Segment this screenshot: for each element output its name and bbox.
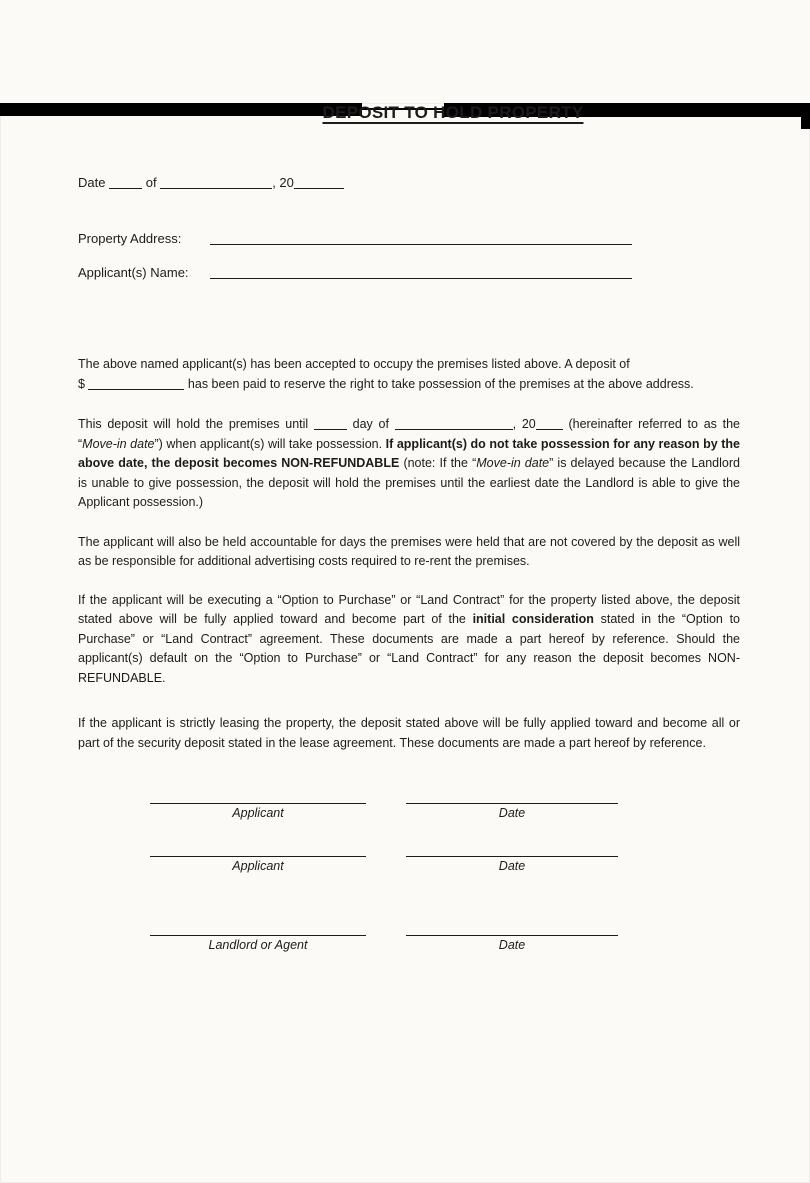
movein-month-blank xyxy=(395,428,513,430)
non-refundable-clause: If applicant(s) do not take possession for any reason by the above date, the deposit becomes NON-REFUNDABLE xyxy=(78,436,740,470)
text-segment: stated in the “Option to Purchase” or “Land Contract” agreement. These documents are made a part hereof by reference. Should the applicant(s) default on the “Option to Purchase” or “Land Contract” for any reason the deposit becomes NON-REFUNDABLE. xyxy=(78,612,741,685)
movein-date-term: Move-in date xyxy=(476,456,550,470)
initial-consideration-term: initial consideration xyxy=(472,612,594,626)
document-page xyxy=(0,103,810,1183)
text-segment: , 20 xyxy=(512,417,536,431)
movein-year-blank xyxy=(536,428,563,430)
signature-label: Landlord or Agent xyxy=(208,938,308,952)
text-segment: has been paid to reserve the right to take possession of the premises at the above address. xyxy=(187,376,694,391)
document-title: DEPOSIT TO HOLD PROPERTY xyxy=(322,103,584,122)
signature-label: Applicant xyxy=(232,806,284,820)
signature-row-2 xyxy=(150,856,740,873)
paragraph-leasing: If the applicant is strictly leasing the property, the deposit stated above will be fully applied toward and become all or part of the security deposit stated in the lease agreement. These documents are made a part hereof by reference. xyxy=(78,716,740,750)
text-segment: ” is delayed because the Landlord is unable to give possession, the deposit will hold the premises until the earliest date the Landlord is able to give the Applicant possession.) xyxy=(78,456,740,509)
date-day-blank xyxy=(109,187,142,189)
text-line xyxy=(78,375,740,395)
paragraph-acceptance xyxy=(78,355,740,394)
date-label: Date xyxy=(78,175,106,190)
dollar-sign: $ xyxy=(78,376,85,391)
date-signature-1 xyxy=(406,803,618,820)
signature-line xyxy=(150,935,366,936)
deposit-amount-blank xyxy=(88,388,184,390)
text-line: The above named applicant(s) has been accepted to occupy the premises listed above. A deposit of xyxy=(78,357,630,371)
applicant-name-blank xyxy=(210,278,632,279)
text-segment: (note: If the “ xyxy=(403,456,477,470)
text-segment: (hereinafter referred to as the “ xyxy=(78,417,740,451)
signature-line xyxy=(406,935,618,936)
signature-row-3 xyxy=(150,935,740,952)
applicant-signature-2 xyxy=(150,856,366,873)
signature-line xyxy=(150,803,366,804)
property-address-blank xyxy=(210,244,632,245)
date-month-blank xyxy=(160,187,272,189)
property-address-row xyxy=(78,231,740,246)
paragraph-accountability: The applicant will also be held accountable for days the premises were held that are not covered by the deposit as well as be responsible for additional advertising costs required to re-rent the premises. xyxy=(78,534,740,568)
signature-block xyxy=(150,803,740,952)
scan-artifact-top-right-corner xyxy=(801,103,810,129)
signature-row-1 xyxy=(150,803,740,820)
applicant-name-label: Applicant(s) Name: xyxy=(78,265,189,280)
property-address-label: Property Address: xyxy=(78,231,182,246)
movein-day-blank xyxy=(314,428,347,430)
landlord-signature xyxy=(150,935,366,952)
applicant-name-row xyxy=(78,265,740,280)
text-segment: This deposit will hold the premises until xyxy=(78,417,309,431)
paragraph-option-to-purchase xyxy=(78,591,740,689)
date-signature-2 xyxy=(406,856,618,873)
applicant-signature-1 xyxy=(150,803,366,820)
date-year-blank xyxy=(294,187,344,189)
date-year-prefix: , 20 xyxy=(272,175,294,190)
signature-line xyxy=(406,856,618,857)
text-segment: day of xyxy=(352,417,389,431)
paragraph-deposit-hold xyxy=(78,415,740,513)
date-of-label: of xyxy=(145,175,157,190)
date-signature-3 xyxy=(406,935,618,952)
date-line xyxy=(78,175,740,190)
signature-label: Date xyxy=(498,859,526,873)
signature-label: Date xyxy=(498,938,526,952)
signature-label: Date xyxy=(498,806,526,820)
movein-date-term: Move-in date xyxy=(82,436,155,451)
text-segment: ”) when applicant(s) will take possession. xyxy=(154,436,383,451)
signature-line xyxy=(406,803,618,804)
signature-label: Applicant xyxy=(232,859,284,873)
text-segment: If the applicant will be executing a “Option to Purchase” or “Land Contract” for the property listed above, the deposit stated above will be fully applied toward and become part of the xyxy=(78,592,740,626)
signature-line xyxy=(150,856,366,857)
